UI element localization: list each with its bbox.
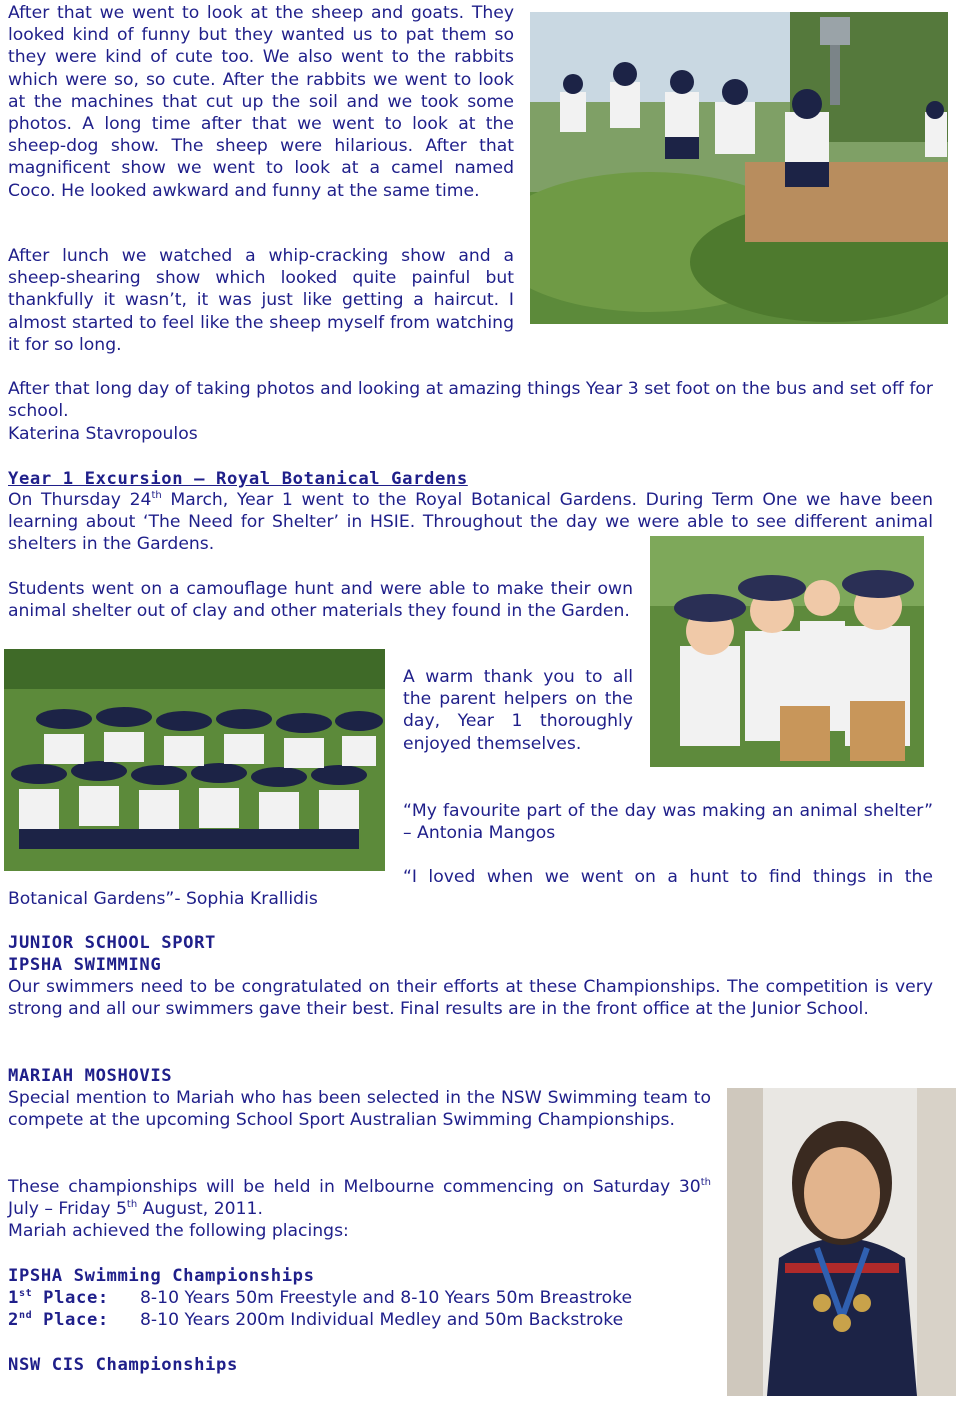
sport-paragraph: Our swimmers need to be congratulated on their efforts at these Championships. The competition is very strong and all our swimmers gave their best. Final results are in the front office at the Junior School. <box>8 977 933 1020</box>
mariah-paragraph-3: Mariah achieved the following placings: <box>8 1221 349 1241</box>
placing-events: 8-10 Years 50m Freestyle and 8-10 Years 50m Breastroke <box>140 1288 633 1308</box>
farm-paragraph-3: After that long day of taking photos and looking at amazing things Year 3 set foot on the bus and set off for school. <box>8 379 933 422</box>
excursion-heading: Year 1 Excursion – Royal Botanical Gardens <box>8 469 468 489</box>
farm-paragraph-2: After lunch we watched a whip-cracking show and a sheep-shearing show which looked quite painful but thankfully it wasn’t, it was just like getting a haircut. I almost started to feel like the sheep myself from watching it for so long. <box>8 246 514 355</box>
placing-row <box>8 1287 632 1309</box>
farm-author: Katerina Stavropoulos <box>8 424 198 444</box>
mariah-paragraph-1: Special mention to Mariah who has been selected in the NSW Swimming team to compete at the upcoming School Sport Australian Swimming Championships. <box>8 1088 711 1131</box>
sheep-garden-photo <box>530 12 948 324</box>
ipsha-championships-heading: IPSHA Swimming Championships <box>8 1266 315 1286</box>
excursion-quote-2-end: Botanical Gardens”- Sophia Krallidis <box>8 889 318 909</box>
girls-with-bags-photo <box>650 536 924 767</box>
excursion-intro: On Thursday 24th March, Year 1 went to the Royal Botanical Gardens. During Term One we have been learning about ‘The Need for Shelter’ in HSIE. Throughout the day we were able to see different animal shelters in the Gardens. <box>8 490 934 555</box>
excursion-quote-1: “My favourite part of the day was making an animal shelter” – Antonia Mangos <box>403 801 933 844</box>
excursion-thanks: A warm thank you to all the parent helpers on the day, Year 1 thoroughly enjoyed themselves. <box>403 667 633 754</box>
placing-events: 8-10 Years 200m Individual Medley and 50m Backstroke <box>140 1310 624 1330</box>
farm-paragraph-1: After that we went to look at the sheep and goats. They looked kind of funny but they wanted us to pat them so they were kind of cute too. We also went to the rabbits which were so, so cute. After the rabbits we went to look at the machines that cut up the soil and we took some photos. A long time after that we went to look at the sheep-dog show. The sheep were hilarious. After that magnificent show we went to look at a camel named Coco. He looked awkward and funny at the same time. <box>8 3 514 201</box>
excursion-quote-2-start: “I loved when we went on a hunt to find things in the <box>403 867 933 887</box>
mariah-heading: MARIAH MOSHOVIS <box>8 1066 173 1086</box>
excursion-paragraph-2: Students went on a camouflage hunt and were able to make their own animal shelter out of clay and other materials they found in the Garden. <box>8 579 633 622</box>
placing-label: 2nd Place: <box>8 1310 109 1330</box>
nsw-cis-heading: NSW CIS Championships <box>8 1355 238 1375</box>
sport-heading: JUNIOR SCHOOL SPORT <box>8 933 217 953</box>
mariah-paragraph-2: These championships will be held in Melbourne commencing on Saturday 30th July – Friday 5th August, 2011. <box>8 1177 711 1220</box>
class-group-photo <box>4 649 385 871</box>
placing-row <box>8 1309 623 1331</box>
mariah-photo <box>727 1088 956 1396</box>
placing-label: 1st Place: <box>8 1288 109 1308</box>
swimming-heading: IPSHA SWIMMING <box>8 955 162 975</box>
